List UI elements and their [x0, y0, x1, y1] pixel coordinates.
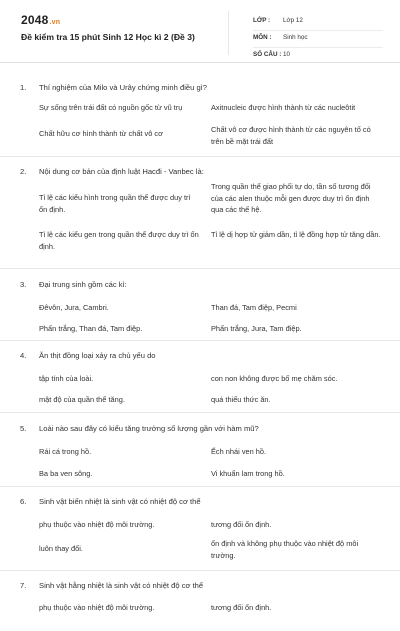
answer-option[interactable]: tương đối ổn định. — [211, 520, 272, 529]
answer-option[interactable]: Sự sống trên trái đất có nguồn gốc từ vũ trụ — [39, 103, 183, 112]
answer-option[interactable]: phụ thuộc vào nhiệt độ môi trường. — [39, 520, 155, 529]
logo-text: 2048 — [21, 13, 49, 27]
answer-option[interactable]: Phấn trắng, Jura, Tam điệp. — [211, 324, 302, 333]
answer-option[interactable]: quá thiếu thức ăn. — [211, 395, 271, 404]
meta-value: 10 — [283, 51, 291, 58]
answer-option[interactable]: con non không được bố mẹ chăm sóc. — [211, 374, 338, 383]
answer-option[interactable]: Tỉ lệ các kiểu hình trong quần thể được duy trì ổn định. — [39, 193, 191, 214]
meta-info — [253, 14, 383, 64]
answer-option[interactable]: Tỉ lệ dị hợp tử giảm dần, tỉ lệ đồng hợp tử tăng dần. — [211, 230, 381, 239]
answer-option[interactable]: Rái cá trong hồ. — [39, 447, 92, 456]
meta-row-class — [253, 14, 383, 31]
header-divider — [228, 11, 229, 55]
question-number: 4. — [20, 351, 27, 360]
answer-option[interactable]: tập tính của loài. — [39, 374, 94, 383]
page-header — [0, 0, 400, 63]
question-number: 1. — [20, 83, 27, 92]
question-text: Nội dung cơ bản của định luật Hacđi - Vanbec là: — [39, 167, 204, 176]
question-text: Đại trung sinh gồm các kỉ: — [39, 280, 127, 289]
meta-label: LỚP : — [253, 17, 271, 24]
question-number: 6. — [20, 497, 27, 506]
question-list — [0, 62, 400, 631]
question-item — [0, 62, 400, 157]
answer-option[interactable]: tương đối ổn định. — [211, 603, 272, 612]
answer-option[interactable]: Than đá, Tam điệp, Pecmi — [211, 303, 297, 312]
answer-option[interactable]: Trong quần thể giao phối tự do, tần số tương đối của các alen thuộc mỗi gen được duy trì ổn định qua các thế hệ. — [211, 182, 371, 214]
question-number: 3. — [20, 280, 27, 289]
question-item — [0, 157, 400, 269]
question-item — [0, 341, 400, 413]
answer-option[interactable]: Tỉ lệ các kiểu gen trong quần thể được duy trì ổn định. — [39, 230, 199, 251]
question-text: Sinh vật hằng nhiệt là sinh vật có nhiệt độ cơ thể — [39, 581, 204, 590]
answer-option[interactable]: Vi khuẩn lam trong hồ. — [211, 469, 285, 478]
logo-suffix: .vn — [49, 19, 61, 26]
question-number: 7. — [20, 581, 27, 590]
question-text: Sinh vật biến nhiệt là sinh vật có nhiệt độ cơ thể — [39, 497, 201, 506]
question-text: Loài nào sau đây có kiểu tăng trưởng số lượng gần với hàm mũ? — [39, 424, 259, 433]
answer-option[interactable]: Chất hữu cơ hình thành từ chất vô cơ — [39, 129, 163, 138]
question-number: 2. — [20, 167, 27, 176]
meta-label: MÔN : — [253, 34, 272, 41]
meta-value: Sinh học — [283, 34, 308, 41]
answer-option[interactable]: Chất vô cơ được hình thành từ các nguyên tố có trên bề mặt trái đất — [211, 125, 371, 146]
question-item — [0, 487, 400, 571]
page-title: Đề kiểm tra 15 phút Sinh 12 Học kì 2 (Đề 3) — [21, 32, 195, 42]
answer-option[interactable]: Ba ba ven sông. — [39, 469, 93, 478]
answer-option[interactable]: Axitnucleic được hình thành từ các nucleôtit — [211, 103, 356, 112]
answer-option[interactable]: Ếch nhái ven hồ. — [211, 447, 267, 456]
question-item — [0, 571, 400, 631]
question-item — [0, 269, 400, 341]
question-text: Ăn thịt đồng loại xảy ra chủ yếu do — [39, 351, 156, 360]
answer-option[interactable]: ổn định và không phụ thuộc vào nhiệt độ môi trường. — [211, 539, 359, 560]
answer-option[interactable]: mật độ của quần thể tăng. — [39, 395, 125, 404]
question-number: 5. — [20, 424, 27, 433]
answer-option[interactable]: luôn thay đổi. — [39, 544, 83, 553]
question-item — [0, 413, 400, 487]
meta-value: Lớp 12 — [283, 17, 303, 24]
answer-option[interactable]: phụ thuộc vào nhiệt độ môi trường. — [39, 603, 155, 612]
meta-label: SỐ CÂU : — [253, 51, 282, 58]
meta-row-subject — [253, 31, 383, 48]
question-text: Thí nghiệm của Milo và Urây chứng minh điều gì? — [39, 83, 208, 92]
answer-option[interactable]: Phấn trắng, Than đá, Tam điệp. — [39, 324, 143, 333]
site-logo[interactable] — [21, 14, 60, 29]
answer-option[interactable]: Đêvôn, Jura, Cambri. — [39, 303, 109, 312]
